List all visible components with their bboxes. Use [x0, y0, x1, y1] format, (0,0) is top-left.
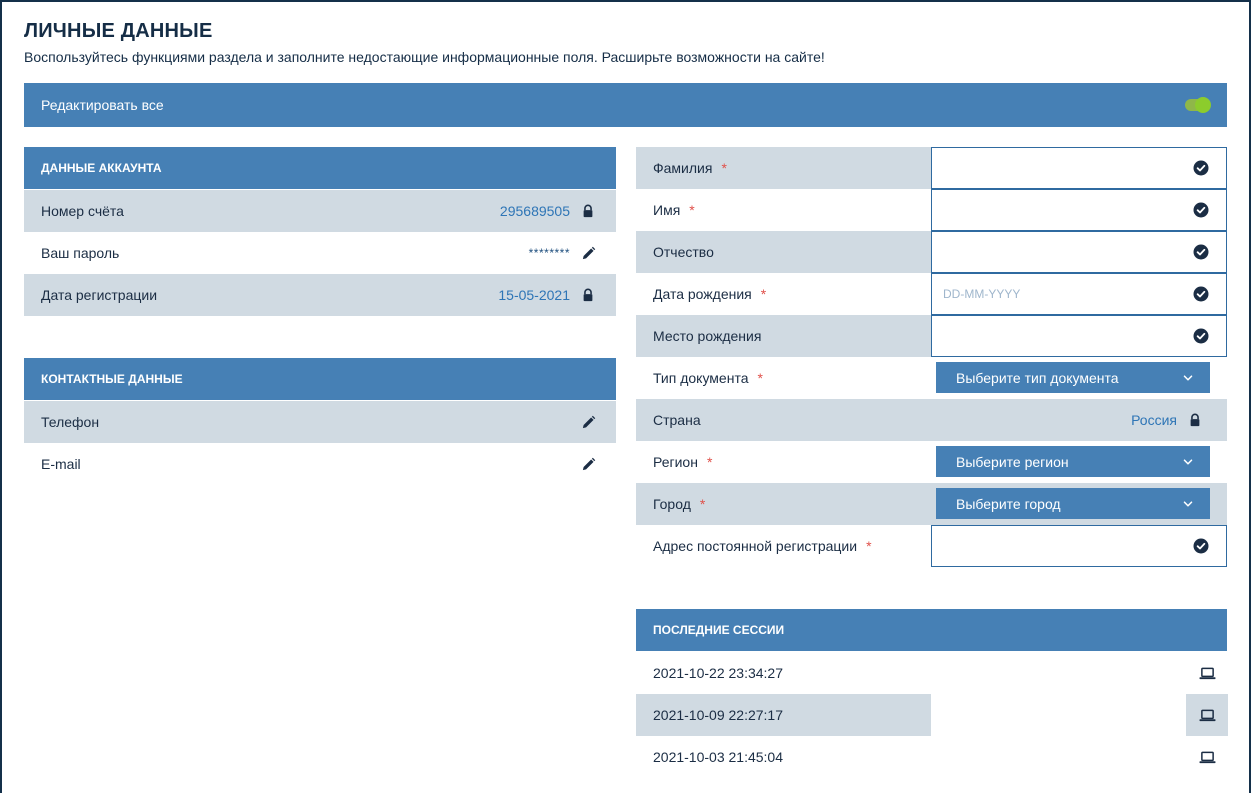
city-row: [636, 483, 1227, 525]
sessions-header-label: ПОСЛЕДНИЕ СЕССИИ: [653, 623, 785, 637]
required-mark: *: [699, 496, 706, 512]
account-number-row: [24, 190, 616, 232]
check-circle-icon: [1193, 160, 1209, 176]
required-mark: *: [866, 538, 872, 554]
pencil-icon[interactable]: [580, 456, 596, 472]
toggle-knob: [1195, 97, 1211, 113]
email-label: E-mail: [41, 456, 81, 472]
email-row: [24, 443, 616, 485]
phone-row: [24, 401, 616, 443]
first-name-field[interactable]: [931, 189, 1227, 231]
laptop-icon: [1186, 694, 1228, 736]
country-row: [636, 399, 1227, 441]
city-select[interactable]: [936, 488, 1210, 519]
contacts-section-header: [24, 358, 616, 400]
check-circle-icon: [1193, 328, 1209, 344]
patronymic-label: Отчество: [653, 244, 714, 260]
check-circle-icon: [1193, 538, 1209, 554]
chevron-down-icon: [1180, 496, 1196, 512]
birth-date-label: Дата рождения *: [653, 286, 767, 302]
session-item: [636, 694, 931, 736]
chevron-down-icon: [1180, 454, 1196, 470]
document-type-label: Тип документа *: [653, 370, 763, 386]
password-label: Ваш пароль: [41, 245, 120, 261]
birth-place-label: Место рождения: [653, 328, 762, 344]
country-value: Россия: [1131, 412, 1177, 428]
country-value-group: [1131, 412, 1203, 428]
sessions-section-header: [636, 609, 1227, 651]
laptop-icon: [1186, 736, 1228, 778]
first-name-label: Имя *: [653, 202, 695, 218]
last-name-label: Фамилия *: [653, 160, 727, 176]
contacts-header-label: КОНТАКТНЫЕ ДАННЫЕ: [41, 372, 183, 386]
chevron-down-icon: [1180, 370, 1196, 386]
session-datetime: 2021-10-22 23:34:27: [653, 665, 783, 681]
password-value: ********: [528, 246, 570, 260]
edit-all-toggle[interactable]: [1185, 99, 1209, 111]
required-mark: *: [721, 160, 727, 176]
session-datetime: 2021-10-03 21:45:04: [653, 749, 783, 765]
edit-all-bar: [24, 83, 1227, 127]
registration-date-row: [24, 274, 616, 316]
birth-date-field[interactable]: [931, 273, 1227, 315]
pencil-icon[interactable]: [580, 245, 596, 261]
required-mark: *: [706, 454, 713, 470]
check-circle-icon: [1193, 244, 1209, 260]
page-subtitle: Воспользуйтесь функциями раздела и заполните недостающие информационные поля. Расширьте возможности на сайте!: [24, 49, 825, 65]
region-row: [636, 441, 1227, 483]
region-selected: Выберите регион: [956, 453, 1069, 470]
laptop-icon: [1186, 652, 1228, 694]
last-name-field[interactable]: [931, 147, 1227, 189]
account-section-header: [24, 147, 616, 189]
first-name-row: [636, 189, 1227, 231]
birth-date-placeholder: DD-MM-YYYY: [943, 287, 1021, 301]
personal-data-page: [2, 2, 1249, 793]
page-title: ЛИЧНЫЕ ДАННЫЕ: [24, 20, 213, 42]
session-datetime: 2021-10-09 22:27:17: [653, 707, 783, 723]
pencil-icon[interactable]: [580, 414, 596, 430]
document-type-select[interactable]: [936, 362, 1210, 393]
registration-date-label: Дата регистрации: [41, 287, 158, 303]
document-type-row: [636, 357, 1227, 399]
region-select[interactable]: [936, 446, 1210, 477]
address-label: Адрес постоянной регистрации *: [653, 538, 872, 554]
check-circle-icon: [1193, 286, 1209, 302]
city-label: Город *: [653, 496, 706, 512]
phone-label: Телефон: [41, 414, 100, 430]
document-type-selected: Выберите тип документа: [956, 369, 1119, 386]
account-number-label: Номер счёта: [41, 203, 124, 219]
city-selected: Выберите город: [956, 495, 1061, 512]
password-row: [24, 232, 616, 274]
account-number-value: 295689505: [499, 203, 570, 219]
registration-date-value: 15-05-2021: [498, 287, 570, 303]
address-field[interactable]: [931, 525, 1227, 567]
required-mark: *: [757, 370, 763, 386]
birth-date-row: [636, 273, 1227, 315]
account-header-label: ДАННЫЕ АККАУНТА: [41, 161, 162, 175]
last-name-row: [636, 147, 1227, 189]
country-label: Страна: [653, 412, 701, 428]
required-mark: *: [760, 286, 767, 302]
birth-place-field[interactable]: [931, 315, 1227, 357]
check-circle-icon: [1193, 202, 1209, 218]
session-item: [636, 736, 931, 778]
patronymic-field[interactable]: [931, 231, 1227, 273]
birth-place-row: [636, 315, 1227, 357]
lock-icon: [580, 287, 596, 303]
lock-icon: [580, 203, 596, 219]
region-label: Регион *: [653, 454, 713, 470]
address-row: [636, 525, 1227, 567]
required-mark: *: [689, 202, 695, 218]
patronymic-row: [636, 231, 1227, 273]
lock-icon: [1187, 412, 1203, 428]
session-item: [636, 652, 931, 694]
edit-all-label: Редактировать все: [41, 97, 164, 113]
